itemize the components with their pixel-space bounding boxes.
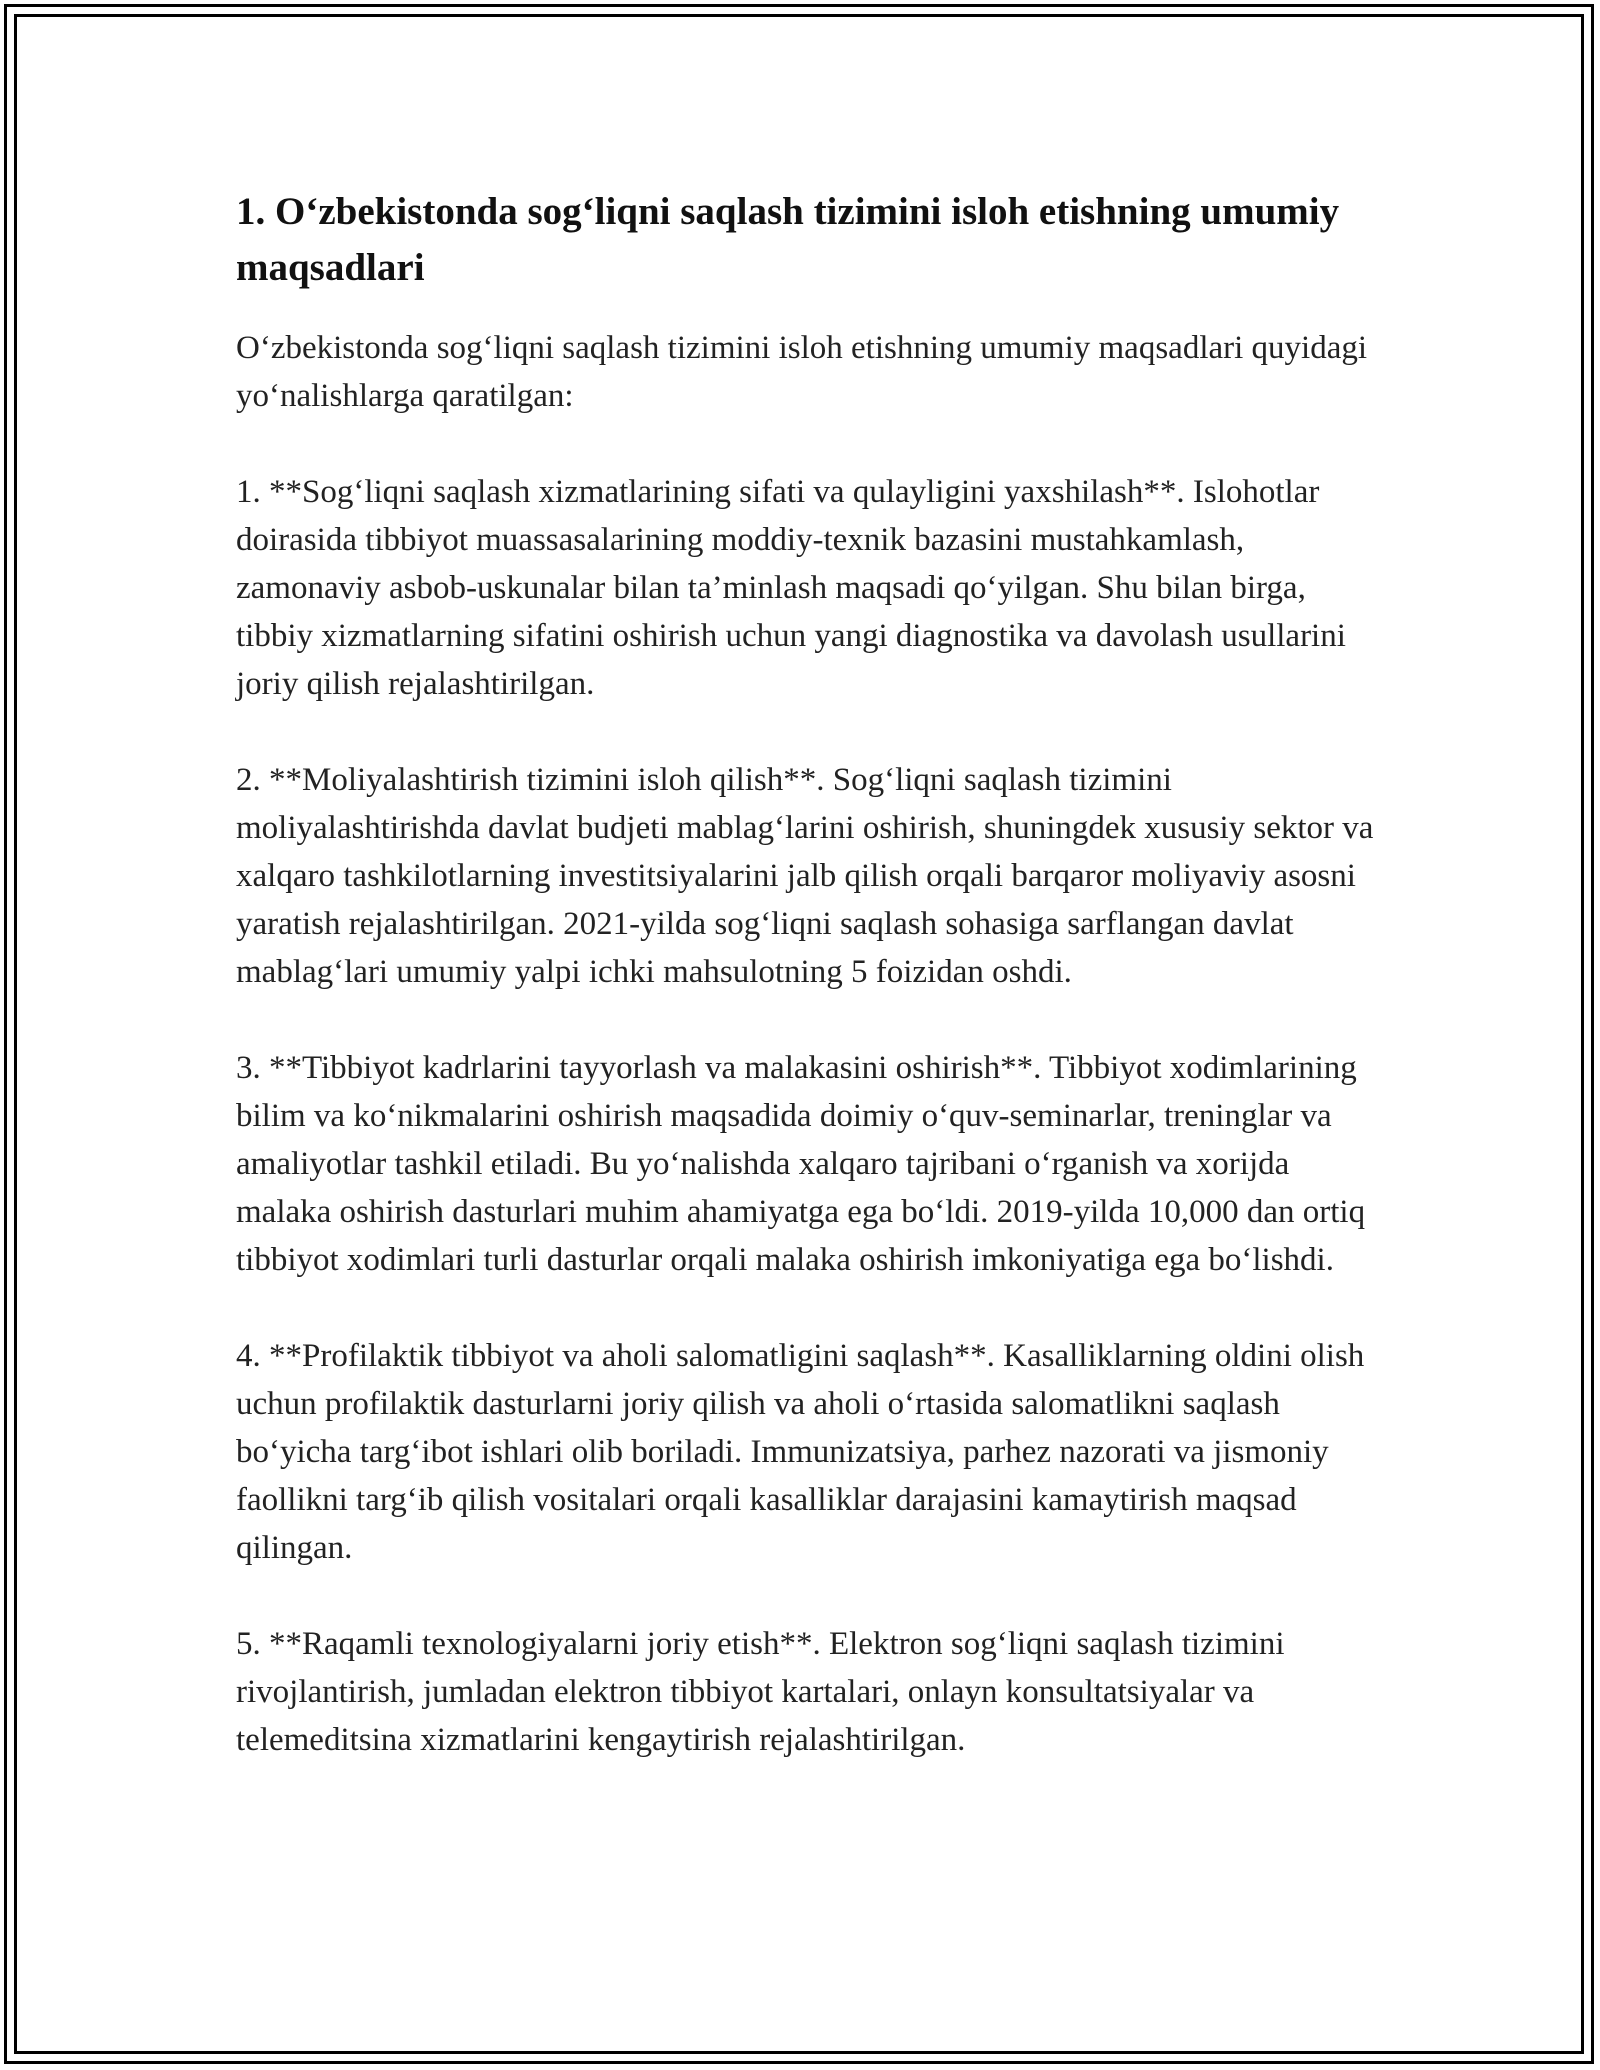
list-item-3: 3. **Tibbiyot kadrlarini tayyorlash va malakasini oshirish**. Tibbiyot xodimlarining bilim va ko‘nikmalarini oshirish maqsadida doimiy o‘quv-seminarlar, treninglar va amaliyotlar tashkil etiladi. Bu yo‘nalishda xalqaro tajribani o‘rganish va xorijda malaka oshirish dasturlari muhim ahamiyatga ega bo‘ldi. 2019-yilda 10,000 dan ortiq tibbiyot xodimlari turli dasturlar orqali malaka oshirish imkoniyatiga ega bo‘lishdi. [236, 1050, 1366, 1278]
list-item-2: 2. **Moliyalashtirish tizimini isloh qilish**. Sog‘liqni saqlash tizimini moliyalashtirishda davlat budjeti mablag‘larini oshirish, shuningdek xususiy sektor va xalqaro tashkilotlarning investitsiyalarini jalb qilish orqali barqaror moliyaviy asosni yaratish rejalashtirilgan. 2021-yilda sog‘liqni saqlash sohasiga sarflangan davlat mablag‘lari umumiy yalpi ichki mahsulotning 5 foizidan oshdi. [236, 762, 1374, 990]
intro-paragraph: O‘zbekistonda sog‘liqni saqlash tizimini isloh etishning umumiy maqsadlari quyidagi yo‘nalishlarga qaratilgan: [236, 330, 1368, 414]
section-title: 1. O‘zbekistonda sog‘liqni saqlash tizimini isloh etishning umumiy maqsadlari [236, 190, 1340, 289]
list-item-5: 5. **Raqamli texnologiyalarni joriy etish**. Elektron sog‘liqni saqlash tizimini rivojlantirish, jumladan elektron tibbiyot kartalari, onlayn konsultatsiyalar va telemeditsina xizmatlarini kengaytirish rejalashtirilgan. [236, 1626, 1285, 1758]
document-body [236, 184, 1376, 1812]
list-item-1: 1. **Sog‘liqni saqlash xizmatlarining sifati va qulayligini yaxshilash**. Islohotlar doirasida tibbiyot muassasalarining moddiy-texnik bazasini mustahkamlash, zamonaviy asbob-uskunalar bilan ta’minlash maqsadi qo‘yilgan. Shu bilan birga, tibbiy xizmatlarning sifatini oshirish uchun yangi diagnostika va davolash usullarini joriy qilish rejalashtirilgan. [236, 474, 1346, 702]
list-item-4: 4. **Profilaktik tibbiyot va aholi salomatligini saqlash**. Kasalliklarning oldini olish uchun profilaktik dasturlarni joriy qilish va aholi o‘rtasida salomatlikni saqlash bo‘yicha targ‘ibot ishlari olib boriladi. Immunizatsiya, parhez nazorati va jismoniy faollikni targ‘ib qilish vositalari orqali kasalliklar darajasini kamaytirish maqsad qilingan. [236, 1338, 1365, 1566]
